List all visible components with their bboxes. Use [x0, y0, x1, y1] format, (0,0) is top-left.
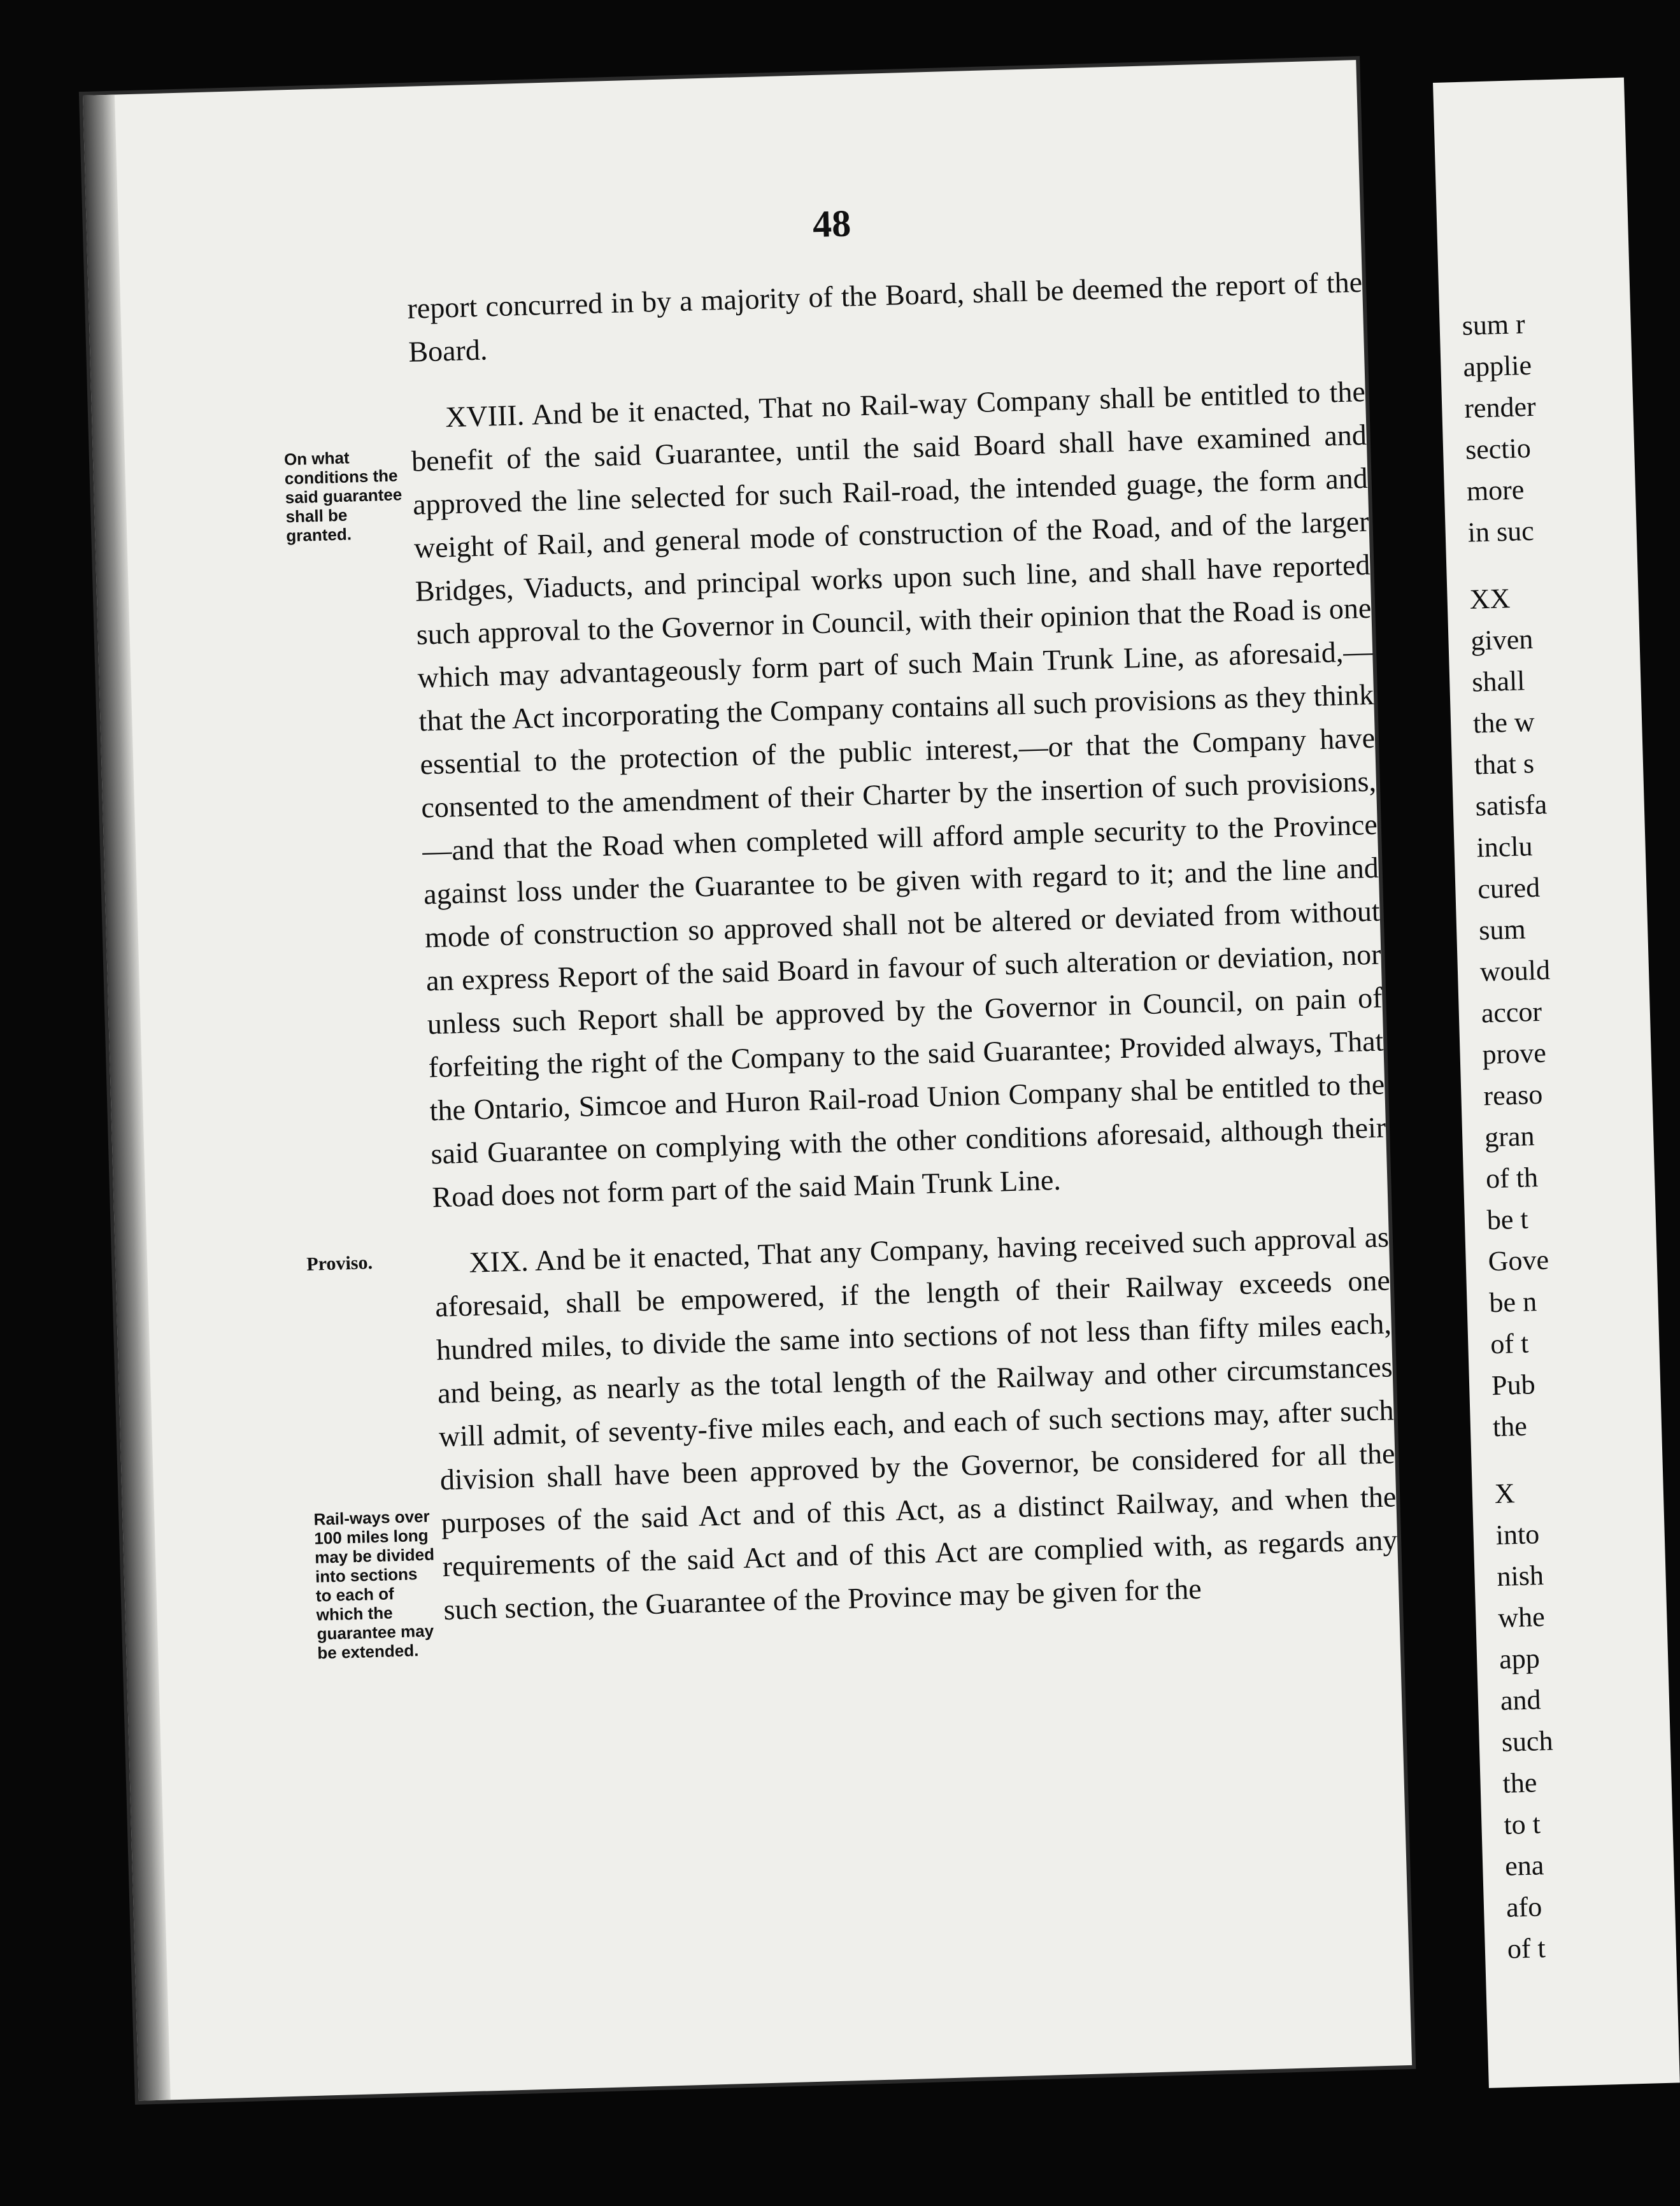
paragraph-section-xviii: XVIII. And be it enacted, That no Rail-way Company shall be entitled to the benefit of the said Guarantee, until the said Board shall have examined and approved the line selected for such Rail-road, the intended guage, the form and weight of Rail, and general mode of construction of the Road, and of the larger Bridges, Viaducts, and principal works upon such line, and shall have reported such approval to the Governor in Council, with their opinion that the Road is one which may advantageously form part of such Main Trunk Line, as aforesaid,—that the Act incorporating the Company contains all such provisions as they think essential to the protection of the public interest,—or that the Company have consented to the amendment of their Charter by the insertion of such provisions,—and that the Road when completed will afford ample security to the Province against loss under the Guarantee to be given with regard to it; and the line and mode of construction so approved shall not be altered or deviated from without an express Report of the said Board in favour of such alteration or deviation, nor unless such Report shall be approved by the Governor in Council, on pain of forfeiting the right of the Company to the said Guarantee; Provided always, That the Ontario, Simcoe and Huron Rail-road Union Company shal be entitled to the said Guarantee on complying with the other conditions aforesaid, although their Road does not form part of the said Main Trunk Line. [411, 374, 1386, 1214]
right-line: prove [1481, 1037, 1547, 1071]
right-line: be t [1486, 1203, 1529, 1236]
left-page [83, 60, 1412, 2101]
margin-note-conditions: On what conditions the said guarantee shall be granted. [283, 448, 402, 546]
paragraph-continuation: report concurred in by a majority of the Board, shall be deemed the report of the Board. [406, 266, 1363, 368]
book-spine-shadow [83, 95, 171, 2101]
right-line: of t [1490, 1327, 1529, 1360]
right-line: shall [1471, 665, 1526, 698]
right-line: reaso [1483, 1078, 1543, 1112]
margin-note-sections: Rail-ways over 100 miles long may be divided into sections to each of which the guarantee may be extended. [313, 1506, 435, 1663]
right-line: Gove [1488, 1244, 1549, 1277]
right-line: X [1494, 1477, 1516, 1510]
right-line: given [1470, 623, 1534, 657]
right-line: accor [1481, 995, 1542, 1029]
right-line: XX [1469, 582, 1511, 615]
right-line: satisfa [1475, 788, 1548, 822]
right-line: sum [1478, 913, 1527, 946]
right-line: the [1502, 1767, 1538, 1799]
right-line: and [1500, 1684, 1542, 1717]
right-line: be n [1488, 1286, 1537, 1319]
right-line: to t [1503, 1808, 1541, 1840]
right-page-lines [1439, 303, 1579, 1970]
right-line: applie [1462, 349, 1532, 383]
paragraph-section-xix: XIX. And be it enacted, That any Company, having received such approval as aforesaid, shall be empowered, if the length of their Railway exceeds one hundred miles, to divide the same into sections of not less than fifty miles each, and being, as nearly as the total length of the Railway and other circumstances will admit, of seventy-five miles each, and each of such sections may, after such division shall have been approved by the Governor, be considered for all the purposes of the said Act and of this Act, as a distinct Railway, and when the requirements of the said Act and of this Act are complied with, as regards any such section, the Guarantee of the Province may be given for the [434, 1220, 1398, 1626]
right-line: more [1466, 474, 1525, 507]
right-line: afo [1506, 1891, 1542, 1923]
margin-note-proviso: Proviso. [306, 1252, 373, 1275]
right-line: gran [1484, 1120, 1535, 1153]
right-line: in suc [1467, 515, 1535, 548]
right-line: of t [1507, 1932, 1546, 1965]
right-line: such [1501, 1725, 1554, 1758]
right-line: Pub [1491, 1369, 1536, 1402]
right-line: render [1463, 390, 1537, 424]
right-line: the [1492, 1410, 1528, 1443]
right-line: into [1495, 1518, 1540, 1551]
right-line: app [1498, 1642, 1541, 1676]
right-page-fragment [1433, 78, 1680, 2088]
page-number: 48 [812, 202, 851, 246]
right-line: ena [1504, 1849, 1544, 1882]
right-line: that s [1474, 747, 1535, 781]
right-line: the w [1472, 706, 1535, 739]
body-text [407, 260, 1400, 1654]
right-line: cured [1477, 871, 1541, 905]
right-line: would [1479, 954, 1551, 988]
right-line: of th [1485, 1162, 1539, 1195]
right-line: sum r [1461, 308, 1526, 341]
right-line: inclu [1476, 830, 1534, 864]
right-line: sectio [1465, 432, 1532, 466]
right-line: nish [1496, 1560, 1544, 1593]
right-line: whe [1497, 1601, 1546, 1634]
